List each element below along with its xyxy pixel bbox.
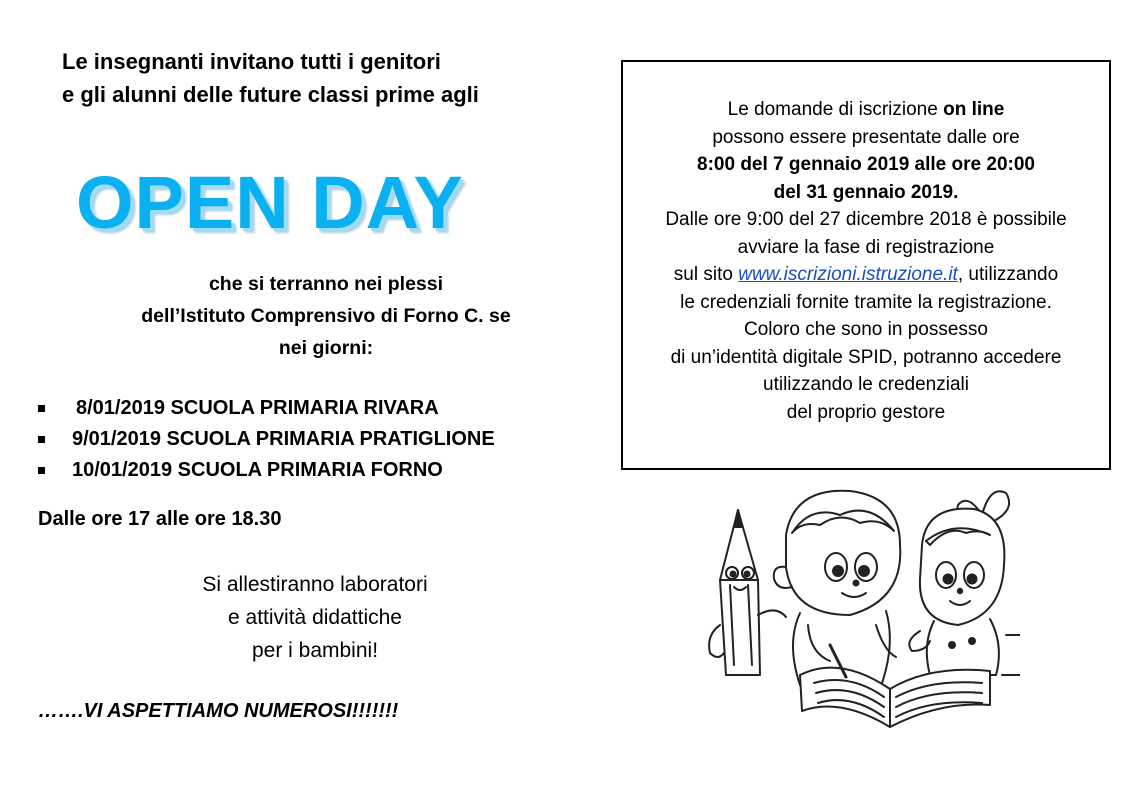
bullet-icon (38, 405, 45, 412)
online-label: on line (943, 99, 1005, 120)
location-line-3: nei giorni: (278, 337, 374, 359)
closing-text: …….VI ASPETTIAMO NUMEROSI!!!!!!! (38, 700, 399, 722)
info-line-5: Dalle ore 9:00 del 27 dicembre 2018 è possibile (665, 209, 1067, 230)
intro-line-1: Le insegnanti invitano tutti i genitori (62, 49, 441, 74)
schedule-date: 10/01/2019 (72, 459, 173, 481)
info-line-2: possono essere presentate dalle ore (712, 126, 1020, 148)
info-line-9: Coloro che sono in possesso (744, 319, 988, 340)
info-line-8: le credenziali fornite tramite la registrazione. (680, 291, 1052, 313)
info-line-12: del proprio gestore (786, 401, 946, 423)
girl-icon (909, 491, 1020, 675)
info-line-4: del 31 gennaio 2019. (773, 181, 959, 203)
hours-text: Dalle ore 17 alle ore 18.30 (38, 508, 282, 530)
schedule-date: 8/01/2019 (76, 397, 165, 419)
info-line-7-end: , utilizzando (957, 264, 1059, 285)
activities-line-2: e attività didattiche (228, 606, 402, 629)
info-line-1: Le domande di iscrizione (727, 99, 938, 120)
schedule-school: SCUOLA PRIMARIA FORNO (177, 459, 443, 481)
info-line-11: utilizzando le credenziali (763, 374, 969, 395)
info-line-7: sul sito (673, 264, 733, 285)
schedule-date: 9/01/2019 (72, 428, 161, 450)
info-line-3: 8:00 del 7 gennaio 2019 alle ore 20:00 (697, 154, 1035, 175)
info-line-6: avviare la fase di registrazione (737, 236, 995, 258)
intro-text (62, 45, 479, 111)
schedule-school: SCUOLA PRIMARIA RIVARA (170, 397, 439, 419)
bullet-icon (38, 436, 45, 443)
iscrizioni-link[interactable]: www.iscrizioni.istruzione.it (738, 264, 958, 285)
location-line-2: dell’Istituto Comprensivo di Forno C. se (141, 305, 511, 327)
activities-line-3: per i bambini! (251, 639, 379, 662)
children-reading-book-icon (690, 475, 1020, 740)
location-line-1: che si terranno nei plessi (208, 273, 444, 295)
schedule-school: SCUOLA PRIMARIA PRATIGLIONE (166, 428, 495, 450)
activities-text (150, 568, 480, 667)
location-text (96, 268, 556, 364)
info-line-10: di un’identità digitale SPID, potranno accedere (670, 346, 1062, 368)
activities-line-1: Si allestiranno laboratori (202, 573, 428, 596)
open-day-title: OPEN DAY (76, 161, 464, 244)
pencil-icon (709, 510, 786, 675)
bullet-icon (38, 467, 45, 474)
enrollment-info-box (621, 60, 1111, 470)
intro-line-2: e gli alunni delle future classi prime agli (62, 82, 479, 107)
